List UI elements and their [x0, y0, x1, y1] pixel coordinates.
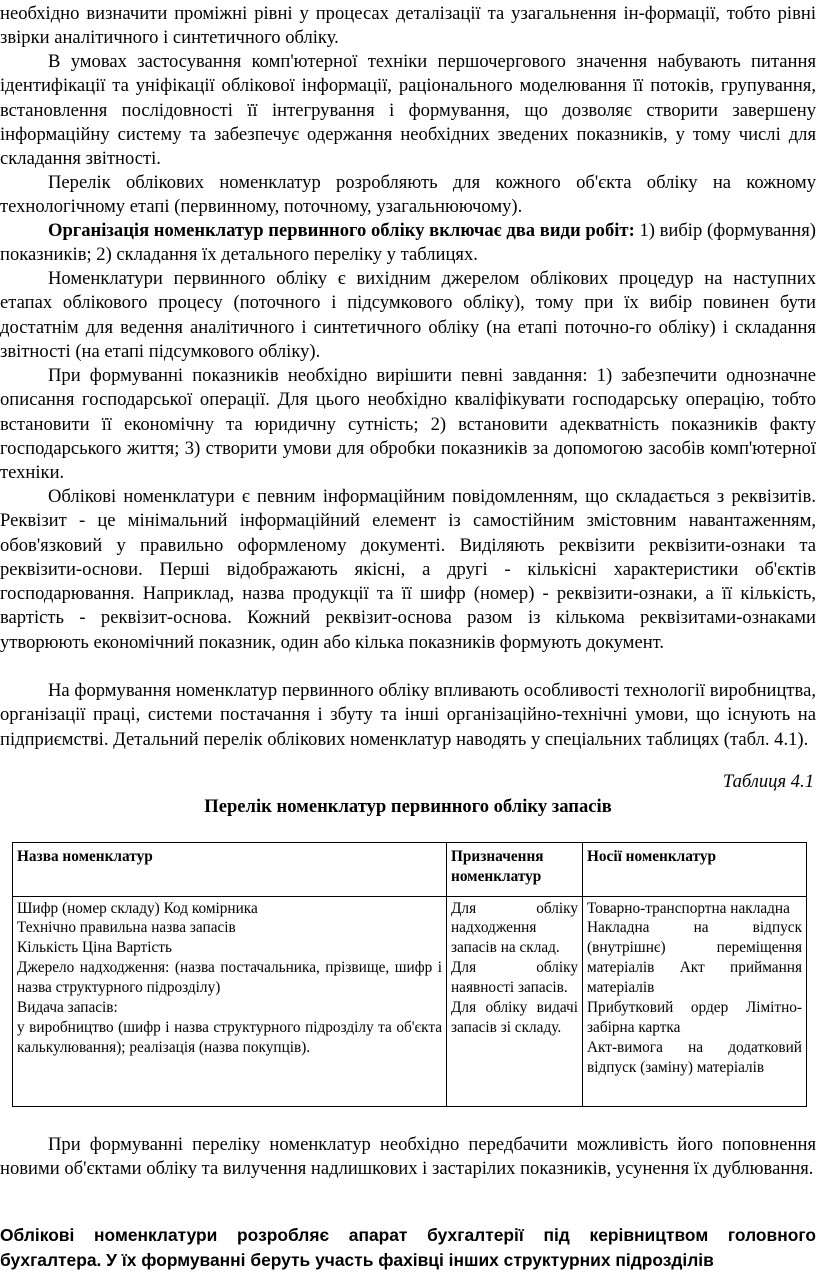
table-caption: Таблиця 4.1: [722, 771, 814, 792]
paragraph: необхідно визначити проміжні рівні у процесах деталізації та узагальнення ін-формації, тобто рівні звірки аналітичного і синтетичного обліку.: [0, 3, 816, 49]
cell-line: Акт-вимога на додатковий відпуск (заміну) матеріалів: [587, 1038, 802, 1076]
cell-line: Для обліку надходження запасів на склад.: [451, 899, 578, 957]
paragraph: Перелік облікових номенклатур розробляють для кожного об'єкта обліку на кожному технологічному етапі (первинному, поточному, узагальнюючому).: [0, 172, 816, 218]
paragraph: В умовах застосування комп'ютерної техніки першочергового значення набувають питання ідентифікації та уніфікації облікової інформації, раціонального моделювання її потоків, групування, встановлення послідовності її інтегрування і формування, що дозволяє створити завершену інформаційну систему та забезпечує одержання необхідних зведених показників, у тому числі для складання звітності.: [0, 51, 816, 170]
cell-line: Для обліку наявності запасів.: [451, 959, 578, 997]
nomenclature-table: [12, 842, 807, 1107]
table-row: [13, 896, 807, 1107]
table-header-cell: Носії номенклатур: [583, 843, 807, 897]
cell-line: Кількість Ціна Вартість: [17, 939, 172, 957]
paragraph: Номенклатури первинного обліку є вихідним джерелом облікових процедур на наступних етапах облікового процесу (поточного і підсумкового обліку), тому при їх вибір повинен бути достатнім для ведення аналітичного і синтетичного обліку (на етапі поточно-го обліку) і складання звітності (на етапі підсумкового обліку).: [0, 268, 816, 362]
table-cell-purpose: [447, 896, 583, 1107]
table-cell-carriers: [583, 896, 807, 1107]
paragraph-text: 1) вибір (формування) показників; 2) складання їх детального переліку у таблицях.: [0, 220, 816, 266]
bold-lead: Організація номенклатур первинного обліку включає два види робіт:: [48, 220, 635, 241]
table-cell-names: [13, 896, 447, 1107]
paragraph: На формування номенклатур первинного обліку впливають особливості технології виробництва, організації праці, системи постачання і збуту та інші організаційно-технічні умови, що існують на підприємстві. Детальний перелік облікових номенклатур наводять у спеціальних таблицях (табл. 4.1).: [0, 680, 816, 750]
cell-line: Видача запасів:: [17, 999, 118, 1017]
cell-line: у виробництво (шифр і назва структурного підрозділу та об'єкта калькулювання); реалізація (назва покупців).: [17, 1018, 442, 1056]
cell-line: Товарно-транспортна накладна: [587, 899, 790, 917]
paragraph: При формуванні переліку номенклатур необхідно передбачити можливість його поповнення новими об'єктами обліку та вилучення надлишкових і застарілих показників, усунення їх дублювання.: [0, 1134, 816, 1180]
table-header-cell: Назва номенклатур: [13, 843, 447, 897]
cell-line: Технічно правильна назва запасів: [17, 919, 236, 937]
table-header-cell: Призначення номенклатур: [447, 843, 583, 897]
paragraph-organization: [0, 219, 816, 268]
cell-line: Накладна на відпуск (внутрішнє) переміщення матеріалів Акт приймання матеріалів: [587, 919, 802, 997]
cell-line: Джерело надходження: (назва постачальника, прізвище, шифр і назва структурного підрозділу): [17, 959, 442, 997]
table-header-row: [13, 843, 807, 897]
paragraph-bold: Облікові номенклатури розробляє апарат бухгалтерії під керівництвом головного бухгалтера. У їх формуванні беруть участь фахівці інших структурних підрозділів: [0, 1225, 816, 1270]
cell-line: Шифр (номер складу) Код комірника: [17, 899, 258, 917]
paragraph: При формуванні показників необхідно вирішити певні завдання: 1) забезпечити однозначне описання господарської операції. Для цього необхідно кваліфікувати господарську операцію, тобто встановити її економічну та юридичну сутність; 2) встановити адекватність показників факту господарського життя; 3) створити умови для обробки показників за допомогою засобів комп'ютерної техніки.: [0, 365, 816, 484]
cell-line: Для обліку видачі запасів зі складу.: [451, 999, 578, 1036]
cell-line: Прибутковий ордер Лімітно-забірна картка: [587, 999, 802, 1036]
table-title: Перелік номенклатур первинного обліку запасів: [204, 796, 612, 817]
paragraph: Облікові номенклатури є певним інформаційним повідомленням, що складається з реквізитів. Реквізит - це мінімальний інформаційний елемент із самостійним змістовним навантаженням, обов'язковий у правильно оформленому документі. Виділяють реквізити реквізити-ознаки та реквізити-основи. Перші відображають якісні, а другі - кількісні характеристики об'єктів господарювання. Наприклад, назва продукції та її шифр (номер) - реквізити-ознаки, а її кількість, вартість - реквізит-основа. Кожний реквізит-основа разом із кількома реквізитами-ознаками утворюють економічний показник, один або кілька показників формують документ.: [0, 486, 816, 653]
